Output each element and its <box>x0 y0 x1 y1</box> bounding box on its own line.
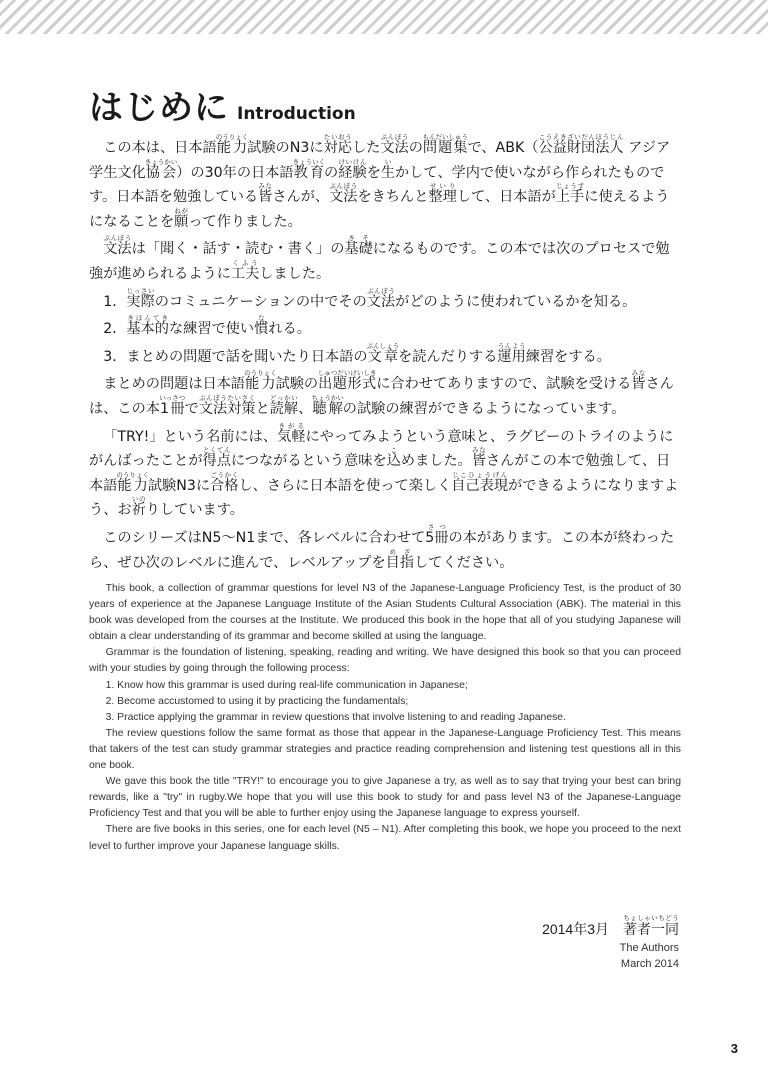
en-list-item-1: 1. Know how this grammar is used during real-life communication in Japanese; <box>105 679 468 691</box>
jp-paragraph-3: まとめの問題は日本語能力のうりょく試験の出題形式しゅつだいけいしきに合わせてありますので、試験を受ける皆みなさんは、この本1冊いっさつで文法対策ぶんぽうたいさくと読解どっかい、聴解ちょうかいの試験の練習ができるようになっています。 <box>89 369 674 417</box>
signature-authors-en: The Authors <box>619 942 679 954</box>
heading-japanese: はじめに <box>89 88 229 128</box>
en-paragraph-1: This book, a collection of grammar questions for level N3 of the Japanese-Language Proficiency Test, is the product of 30 years of experience at the Japanese Language Institute of the Asian Students Cultural Association (ABK). The material in this book was developed from the courses at the Institute. We produced this book in the hope that all of you studying Japanese will obtain a clear understanding of its grammar and become skilled at using the language. <box>89 583 681 643</box>
heading-english: Introduction <box>237 104 356 124</box>
header-hatch-band <box>0 0 768 34</box>
signature-date-en: March 2014 <box>620 958 679 970</box>
jp-paragraph-2: 文法ぶんぽうは「聞く・話す・読む・書く」の基礎きそになるものです。この本では次のプロセスで勉強が進められるように工夫くふうしました。 <box>89 234 670 282</box>
signature-block <box>542 915 679 972</box>
en-paragraph-4: We gave this book the title "TRY!" to encourage you to give Japanese a try, as well as to say that trying your best can bring rewards, like a "try" in rugby.We hope that you will use this book to study for and pass level N3 of the Japanese-Language Proficiency Test and that you will be able to further enjoy using the Japanese language to express yourself. <box>89 776 681 820</box>
japanese-introduction <box>89 133 681 575</box>
signature-japanese <box>542 915 679 940</box>
en-list-item-3: 3. Practice applying the grammar in review questions that involve listening to and reading Japanese. <box>105 711 566 723</box>
signature-date-jp: 2014年3月 <box>542 921 609 937</box>
en-paragraph-3: The review questions follow the same format as those that appear in the Japanese-Language Proficiency Test. This means that takers of the test can study grammar strategies and practice reading comprehension and listening test questions all in this one book. <box>89 727 681 772</box>
jp-list-item-3: 3．まとめの問題で話を聞いたり日本語の文章ぶんしょうを読んだりする運用うんよう練習をする。 <box>103 341 611 365</box>
signature-authors-jp: 著者一同ちょしゃいちどう <box>623 915 679 937</box>
english-introduction <box>89 581 681 855</box>
jp-paragraph-5: このシリーズはN5～N1まで、各レベルに合わせて5冊さつの本があります。この本が終わったら、ぜひ次のレベルに進んで、レベルアップを目指めざしてください。 <box>89 522 675 571</box>
jp-paragraph-4: 「TRY!」という名前には、気軽きがるにやってみようという意味と、ラグビーのトライのようにがんばったことが得点とくてんにつながるという意味を込こめました。皆みなさんがこの本で勉強して、日本語能力のうりょく試験N3に合格ごうかくし、さらに日本語を使って楽しく自己表現じこひょうげんができるようになりますよう、お祈いのりしています。 <box>89 421 679 519</box>
page-heading <box>89 80 356 129</box>
en-list-item-2: 2. Become accustomed to using it by practicing the fundamentals; <box>105 695 409 707</box>
en-paragraph-2: Grammar is the foundation of listening, speaking, reading and writing. We have designed this book so that you can proceed with your studies by going through the following process: <box>89 647 681 675</box>
jp-paragraph-1: この本は、日本語能力のうりょく試験のN3に対応たいおうした文法ぶんぽうの問題集もんだいしゅうで、ABK（公益財団法人こうえきざいだんほうじん アジア学生文化協会きょうかい）の30年の日本語教育きょういくの経験けいけんを生いかして、学内で使いながら作られたものです。日本語を勉強している皆みなさんが、文法ぶんぽうをきちんと整理せいりして、日本語が上手じょうずに使えるようになることを願ねがって作りました。 <box>89 133 671 230</box>
jp-list-item-1: 1．実際じっさいのコミュニケーションの中でその文法ぶんぽうがどのように使われているかを知る。 <box>103 286 637 310</box>
jp-list-item-2: 2．基本的きほんてきな練習で使い慣なれる。 <box>103 314 311 338</box>
page-number: 3 <box>730 1041 738 1056</box>
en-paragraph-5: There are five books in this series, one for each level (N5 – N1). After completing this book, we hope you proceed to the next level to further improve your Japanese language skills. <box>89 824 681 852</box>
